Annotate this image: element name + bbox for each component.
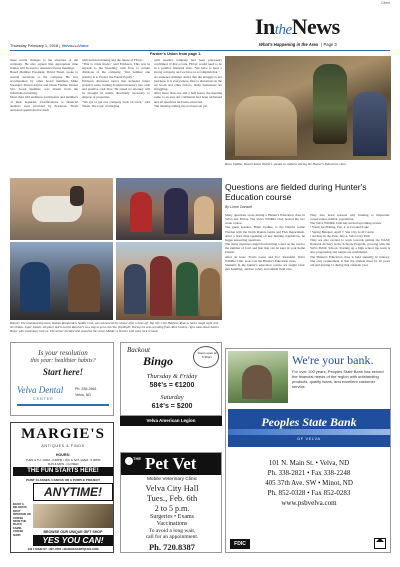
bank-address-2: Ph. 338-2821 • Fax 338-2248 bbox=[267, 469, 351, 477]
bank-url[interactable]: www.psbvelva.com bbox=[281, 499, 337, 507]
pet-vet-the: THE bbox=[133, 456, 141, 461]
margies-browse: BROWSE OUR UNIQUE GIFT SHOP bbox=[43, 530, 103, 534]
dental-city: Velva, ND bbox=[75, 393, 91, 397]
margies-ad[interactable] bbox=[10, 422, 114, 553]
photo-figure-listener bbox=[353, 92, 387, 156]
pet-vet-line-8: call for an appointment. bbox=[145, 534, 199, 540]
logo-the: the bbox=[274, 22, 292, 38]
pet-vet-phone: Ph. 720.8387 bbox=[148, 542, 196, 552]
dental-sub: CENTER bbox=[33, 397, 54, 401]
fdic-logo: FDIC bbox=[230, 539, 250, 549]
person-dark-shape bbox=[164, 188, 188, 234]
pet-vet-line-4: 2 to 5 p.m. bbox=[154, 504, 190, 513]
crowd-photo bbox=[116, 178, 222, 240]
farmers-union-col-1: these recent changes to the structure of the company. He also agreed that appropriate time frames will be used to announce future meetings. Board Member President, David Thom, spoke to current decisions to the company. He was accompanied by other board members Mike Sorenger, Shawn Kaylor and Owen Fiedler. Tanner Vix, board member, was absent from the information meeting. More than 100 audience participants and members of their inquiries. Clarifications to financial auditors were provided by Erickson. Thom answered questions that dealt bbox=[10, 58, 78, 112]
wrestler-right-shape bbox=[68, 264, 100, 312]
pet-vet-line-1: Mobile Veterinary Clinic bbox=[146, 477, 198, 482]
margies-fun-bar bbox=[13, 467, 113, 476]
dental-phone: Ph: 338-2661 bbox=[75, 387, 97, 391]
issue-date-line: Thursday February 1, 2018 | VelvaareaVoice bbox=[10, 43, 89, 48]
brand-area: area bbox=[71, 44, 79, 48]
hunter-col-2: They also learn reasons why hunting is important, conservation, habitat, population. The Velva Wildlife Club has several upcoming events: • Youth Ice Fishing, Feb. 4, at Crooked Lake • Spring Banquet, April 7, Star City Golf Course • Archery in the Park, July 4, Velva City Park They are also excited to work towards getting the NASP, National Archery in the Schools Program, growing with the Velva Public School. Starting up a high school rap team is also progressing and ranges are established. The Hunter's Education class is held annually in January. The only requirement is that the student must be 10 years old and turning 11 during that calendar year. bbox=[310, 213, 390, 267]
event-photo-collage bbox=[10, 178, 222, 320]
hunter-photo-caption: Rena Updike, Daniel Kelso Walters, speaks to students during the Hunter's Education class. bbox=[225, 162, 347, 166]
bank-headline: We're your bank. bbox=[292, 353, 374, 367]
photo-figure-student bbox=[235, 96, 297, 156]
margies-store-photo bbox=[33, 504, 113, 528]
wrestler-left-shape bbox=[20, 262, 50, 312]
tagline-text: What's Happening in the Area bbox=[259, 42, 319, 47]
margies-name: MARGIE'S bbox=[21, 426, 105, 442]
bank-logo-name: Peoples State Bank bbox=[261, 415, 357, 429]
collage-caption: Bottom: The championship team, Dakota Roughriders Saddle Club, was announced the winner after a three-off. Top left: Clint Haldene, Ryan A. had a rough night with his rhodeo. Super Smash: 4th place tied it out the Rancher's as a step to get a red ride. Top Right: During the arm-wrestling final, Rick Jenkins, right, takes down Austin Heger with momentary lock on. The winner decided who would be the victor. Middle: a brother with some luck in hand. bbox=[10, 321, 219, 333]
hunter-class-photo bbox=[225, 56, 391, 160]
bingo-backout: Backout bbox=[127, 346, 150, 354]
bank-ad-photo bbox=[228, 351, 288, 403]
continued-label: Farmer's Union from page 1. bbox=[150, 52, 202, 56]
bank-sub: For over 100 years, Peoples State Bank has served the financial needs of the region with outstanding products, quality loans, and excellent customer service. bbox=[292, 369, 384, 389]
hunter-col-1: Many questions arose during a Hunter's Education class in Velva last Friday. The Velva Wildlife Club hosted the two week course. The guest speaker, Brian Updike, is the District Game Warden with the North Dakota Game and Fish Department. After a brief time speaking on key hunting regulations, he began answering questions. The many inquiries ranged from hitting a deer on the road to the number of fowl and fish that can be kept in your home freezer. After an hour, Travis Lesse and D.J. Raasdahl, Velva Wildlife Club, took over the Hunter's Education class. Students in the hunter's education course are taught basic gun handling, outdoor safety and animal field care. bbox=[225, 213, 305, 272]
logo-in: In bbox=[255, 14, 275, 39]
equal-housing-roof bbox=[376, 538, 384, 542]
margies-hours-head: HOURS: bbox=[55, 453, 71, 457]
rodeo-photo bbox=[10, 178, 113, 240]
group-person-3 bbox=[176, 262, 198, 316]
bingo-ad[interactable] bbox=[120, 342, 222, 416]
bank-address-1: 101 N. Main St. • Velva, ND bbox=[268, 459, 350, 467]
group-person-2 bbox=[150, 256, 172, 316]
margies-fun: THE FUN STARTS HERE! bbox=[27, 468, 99, 474]
pet-vet-header bbox=[121, 453, 222, 475]
page-number: Page 3 bbox=[323, 42, 337, 47]
bank-logo-of: OF VELVA bbox=[297, 437, 321, 441]
bingo-burst-text: Doors open at 5:30pm bbox=[197, 351, 217, 359]
margies-hours: TUES & TH: 10AM - 6:30PM • W,F & SAT: 10AM - 5:30PM bbox=[25, 458, 101, 462]
margies-address: 139 1 MAIN ST • 897-4555 • MARGIESANTIQUES.COM bbox=[27, 547, 99, 551]
photo-figure-speaker bbox=[313, 64, 347, 144]
logo-news: News bbox=[291, 14, 340, 39]
legion-label: Velva American Legion bbox=[146, 418, 196, 423]
margies-sub: ANTIQUES & FINDS bbox=[41, 444, 85, 448]
farmers-union-col-2: with decision making and the future of FUGC. "This is crisis mode," said Erickson. This was in regards to the 'bleeding' cash flow to certain divisions of the company. "Our number one priority is to Protect the Parent Equity." Erickson discussed topics that included future property sales, turning dormant inventory into cash and positive cash flow. He stated no attorney will be brought in unless absolutely necessary to dispose of properties. "We got to get our company back on track," said Thom. The topic of merging bbox=[82, 58, 150, 108]
armwrestle-photo bbox=[10, 242, 113, 320]
hunter-byline: By Linne Dansell bbox=[225, 205, 252, 209]
dental-line-1: Is your resolution bbox=[38, 349, 88, 357]
bingo-burst-icon bbox=[193, 346, 219, 368]
person-tan-shape bbox=[194, 196, 214, 234]
bingo-thu-price: 58¢'s = €1200 bbox=[149, 382, 195, 389]
margies-yes: YES YOU CAN! bbox=[42, 535, 104, 545]
dental-line-2: this year: healthier habits? bbox=[30, 358, 96, 364]
legion-banner bbox=[120, 416, 222, 426]
dental-line-3: Start here! bbox=[42, 367, 84, 377]
page-label: | Page 3 bbox=[321, 42, 337, 47]
peoples-state-bank-ad[interactable] bbox=[225, 348, 391, 553]
bank-address-3: 405 37th Ave. SW • Minot, ND bbox=[265, 479, 353, 487]
group-person-1 bbox=[124, 264, 146, 314]
velva-dental-ad[interactable] bbox=[10, 342, 114, 416]
bingo-sat-price: 61¢'s = $200 bbox=[151, 403, 193, 410]
dental-underline bbox=[17, 404, 109, 406]
brand-voice: Voice bbox=[78, 43, 89, 48]
group-person-4 bbox=[200, 268, 220, 316]
bank-logo-bar bbox=[228, 409, 390, 447]
pet-vet-line-5: Surgeries • Exams bbox=[150, 514, 194, 520]
bingo-title: Bingo bbox=[143, 354, 174, 368]
pet-vet-line-6: Vaccinations bbox=[156, 521, 188, 527]
group-photo bbox=[116, 242, 222, 320]
person-red-shape bbox=[130, 192, 152, 232]
pet-vet-name: Pet Vet bbox=[145, 454, 197, 473]
farmers-union-col-3: with another company had been previously confirmed. If that occurs, FUGC would need to be in a positive financial state. "We have to have a strong company and we have to accomplish that." As audience member stated that the struggle is not just here, it is everywhere. Due to alterations in the oil boom and other factors, many businesses are struggling. After more than one and a half hours, the meeting came to an end. All comments had been addressed and all questions had been answered. The meeting ending has not been set yet. bbox=[154, 58, 222, 108]
margies-fun-sub: PAINT CLASSES, CANVAS OR A PURPLE PROJECT bbox=[25, 478, 100, 482]
pet-vet-line-2: Velva City Hall bbox=[145, 483, 199, 493]
pet-vet-line-7: To avoid a long wait, bbox=[148, 528, 196, 534]
paw-icon bbox=[125, 457, 133, 465]
bank-photo-figure bbox=[242, 365, 272, 399]
bank-address-4: Ph. 852-0328 • Fax 852-0283 bbox=[267, 489, 351, 497]
margies-yes-bar bbox=[33, 535, 113, 546]
margies-anytime: ANYTIME! bbox=[44, 485, 102, 499]
paper-name-logo bbox=[255, 14, 340, 40]
margies-anytime-box bbox=[33, 483, 113, 501]
hunter-headline: Questions are fielded during Hunter's Education course bbox=[225, 182, 367, 202]
tagline bbox=[259, 42, 337, 47]
issue-date: Thursday February 1, 2018 bbox=[10, 43, 59, 48]
margies-hours-2: SUN & MON - CLOSED bbox=[47, 462, 79, 466]
pet-vet-line-3: Tues., Feb. 6th bbox=[146, 493, 198, 503]
equal-housing-icon bbox=[374, 538, 386, 549]
rider-shape bbox=[70, 186, 84, 206]
pet-vet-ad[interactable] bbox=[120, 452, 222, 553]
margies-side-text: ENJOY A DELICIOUS FRUIT SMOOTHIE OR COFFEE FROM THE BLACK KAMEL COFFEE SHOP! bbox=[13, 503, 31, 537]
header-corner-word: Client bbox=[381, 1, 390, 5]
dental-name: Velva Dental bbox=[17, 385, 64, 395]
bingo-thursday: Thursday & Friday bbox=[146, 373, 198, 380]
bingo-saturday: Saturday bbox=[160, 394, 184, 401]
brand-velva: Velva bbox=[61, 43, 72, 48]
header-rule bbox=[10, 50, 390, 51]
